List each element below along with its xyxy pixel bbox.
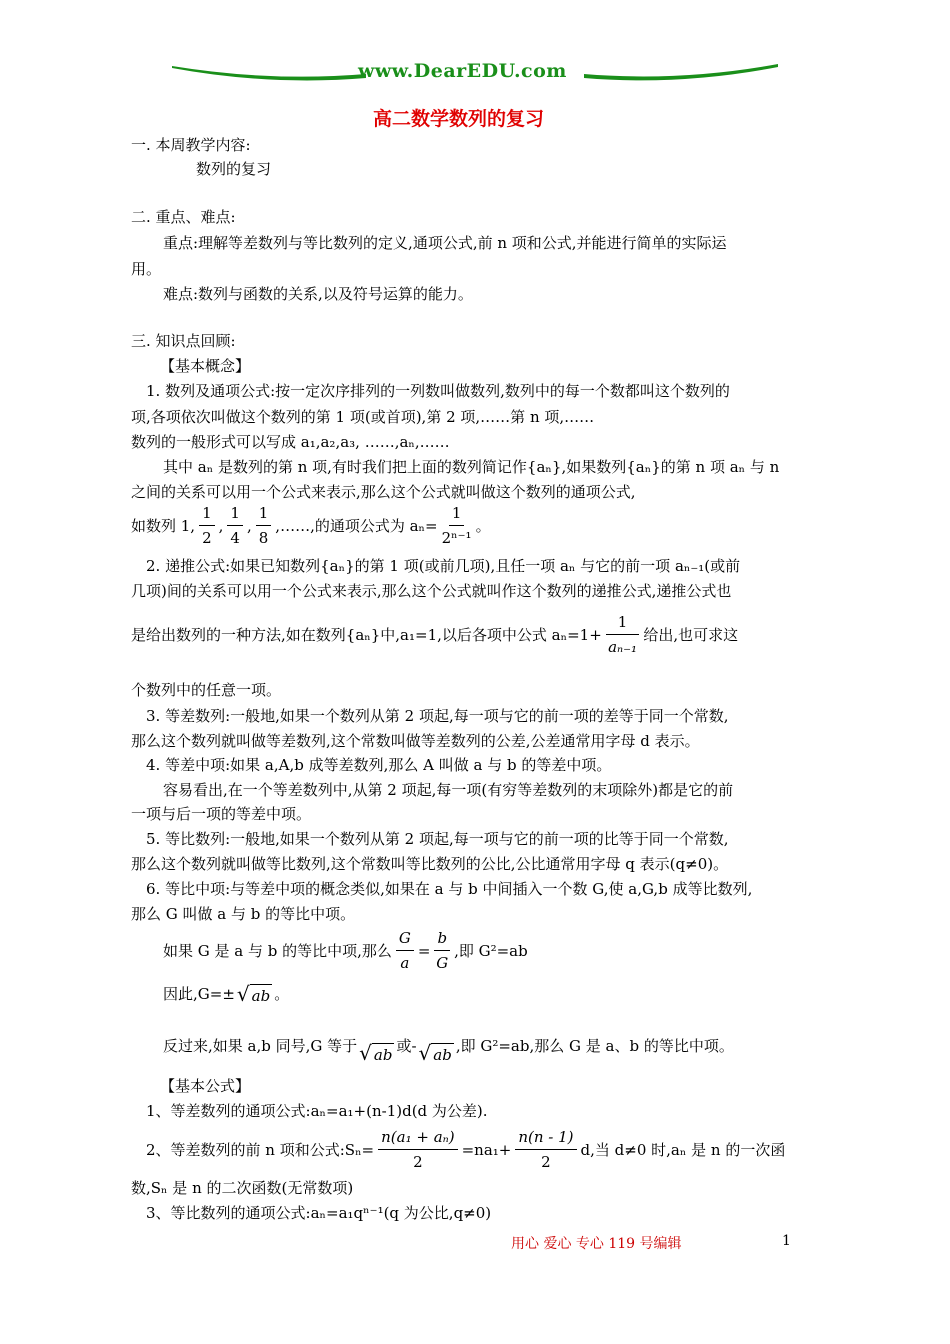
formula-1: 1、等差数列的通项公式:aₙ=a₁+(n-1)d(d 为公差). (146, 1102, 488, 1120)
p3-line-2: 那么这个数列就叫做等差数列,这个常数叫做等差数列的公差,公差通常用字母 d 表示。 (131, 732, 700, 750)
fraction-general-term (442, 503, 472, 548)
p2-line-3-suffix: 给出,也可求这 (643, 625, 739, 644)
basic-concepts-heading: 【基本概念】 (160, 357, 251, 375)
p6-line-2: 那么 G 叫做 a 与 b 的等比中项。 (131, 905, 356, 923)
section-1-heading: 一. 本周教学内容: (131, 136, 251, 154)
formula-2-prefix: 2、等差数列的前 n 项和公式:Sₙ= (146, 1140, 375, 1159)
radicand: ab (250, 984, 273, 1005)
section-2-heading: 二. 重点、难点: (131, 208, 236, 226)
p2-line-2: 几项)间的关系可以用一个公式来表示,那么这个公式就叫作这个数列的递推公式,递推公式也 (131, 582, 732, 600)
fraction-numerator: 1 (199, 503, 215, 526)
p6-line-5-suffix: ,即 G²=ab,那么 G 是 a、b 的等比中项。 (455, 1037, 734, 1055)
p6-line-4-suffix: 。 (274, 985, 290, 1003)
radicand: ab (372, 1043, 395, 1064)
formula-2-mid: =na₁+ (461, 1140, 512, 1159)
p6-line-3 (163, 928, 528, 973)
fraction-denominator: 8 (258, 529, 269, 547)
p1-line-3: 数列的一般形式可以写成 a₁,a₂,a₃, ……,aₙ,…… (131, 433, 450, 451)
fraction-denominator: 2 (413, 1153, 423, 1171)
fraction-numerator: n(n - 1) (515, 1127, 576, 1150)
p6-line-4 (163, 983, 289, 1005)
fraction-denominator: a (400, 954, 410, 972)
p2-line-3 (131, 612, 738, 657)
sqrt-ab (359, 1042, 394, 1064)
example-middle: ,……,的通项公式为 aₙ= (275, 516, 438, 535)
fraction-half (199, 503, 215, 548)
p6-line-5 (163, 1028, 734, 1064)
sqrt-ab-negative (419, 1042, 454, 1064)
fraction-denominator: 2ⁿ⁻¹ (441, 529, 472, 547)
formula-3: 3、等比数列的通项公式:aₙ=a₁qⁿ⁻¹(q 为公比,q≠0) (146, 1204, 492, 1222)
banner-site-name[interactable]: www.DearEDU.com (358, 60, 567, 82)
fraction-quarter (227, 503, 243, 548)
p4-line-3: 一项与后一项的等差中项。 (131, 805, 312, 823)
formula-2-suffix: d,当 d≠0 时,aₙ 是 n 的一次函 (580, 1140, 786, 1159)
fraction-b-over-g (434, 928, 450, 973)
p2-line-4: 个数列中的任意一项。 (131, 681, 282, 699)
p1-line-4: 其中 aₙ 是数列的第 n 项,有时我们把上面的数列简记作{aₙ},如果数列{aₙ}的第 n 项 aₙ 与 n (163, 458, 780, 476)
fraction-sum-1 (378, 1127, 457, 1172)
fraction-numerator: 1 (606, 612, 640, 635)
fraction-eighth (256, 503, 272, 548)
key-points-line-2: 用。 (131, 260, 162, 278)
p6-line-3-prefix: 如果 G 是 a 与 b 的等比中项,那么 (163, 941, 392, 960)
p2-line-3-prefix: 是给出数列的一种方法,如在数列{aₙ}中,a₁=1,以后各项中公式 aₙ=1+ (131, 625, 602, 644)
key-points-line-1: 重点:理解等差数列与等比数列的定义,通项公式,前 n 项和公式,并能进行简单的实际运 (163, 234, 727, 252)
section-3-heading: 三. 知识点回顾: (131, 332, 236, 350)
fraction-numerator: n(a₁ + aₙ) (378, 1127, 457, 1150)
fraction-denominator: 2 (541, 1153, 551, 1171)
fraction-denominator: 4 (230, 529, 240, 547)
section-1-content: 数列的复习 (196, 160, 272, 178)
fraction-numerator: 1 (449, 503, 465, 526)
fraction-numerator: 1 (227, 503, 243, 526)
page-number: 1 (782, 1233, 791, 1249)
p4-line-2: 容易看出,在一个等差数列中,从第 2 项起,每一项(有穷等差数列的末项除外)都是它的前 (163, 781, 734, 799)
sqrt-icon: √ (359, 1041, 372, 1065)
p6-line-5-mid: 或- (396, 1037, 417, 1055)
p6-line-4-prefix: 因此,G=± (163, 985, 235, 1003)
site-banner (170, 56, 780, 90)
p6-line-1: 6. 等比中项:与等差中项的概念类似,如果在 a 与 b 中间插入一个数 G,使 a,G,b 成等比数列, (146, 880, 753, 898)
fraction-recursive (606, 612, 640, 657)
fraction-denominator: aₙ₋₁ (608, 638, 638, 656)
banner-swoosh-right (580, 56, 780, 90)
p1-line-1: 1. 数列及通项公式:按一定次序排列的一列数叫做数列,数列中的每一个数都叫这个数列的 (146, 382, 730, 400)
sqrt-icon: √ (236, 982, 250, 1006)
p1-line-5: 之间的关系可以用一个公式来表示,那么这个公式就叫做这个数列的通项公式, (131, 483, 636, 501)
fraction-sum-2 (515, 1127, 576, 1172)
banner-swoosh-left (170, 56, 370, 90)
formula-2-line-2: 数,Sₙ 是 n 的二次函数(无常数项) (131, 1179, 354, 1197)
basic-formulas-heading: 【基本公式】 (160, 1077, 251, 1095)
p1-line-2: 项,各项依次叫做这个数列的第 1 项(或首项),第 2 项,……第 n 项,…… (131, 408, 595, 426)
comma: , (218, 516, 224, 535)
radicand: ab (431, 1043, 454, 1064)
fraction-numerator: 1 (256, 503, 272, 526)
p6-line-3-suffix: ,即 G²=ab (454, 941, 528, 960)
fraction-denominator: G (436, 954, 449, 972)
equals-sign: = (417, 941, 431, 960)
formula-2 (146, 1127, 785, 1172)
page-title: 高二数学数列的复习 (373, 108, 545, 130)
fraction-denominator: 2 (202, 529, 212, 547)
comma: , (246, 516, 252, 535)
fraction-numerator: G (396, 928, 414, 951)
footer-text: 用心 爱心 专心 119 号编辑 (511, 1236, 682, 1252)
p2-line-1: 2. 递推公式:如果已知数列{aₙ}的第 1 项(或前几项),且任一项 aₙ 与它的前一项 aₙ₋₁(或前 (146, 557, 741, 575)
fraction-numerator: b (434, 928, 450, 951)
example-end: 。 (475, 516, 491, 535)
p3-line-1: 3. 等差数列:一般地,如果一个数列从第 2 项起,每一项与它的前一项的差等于同一个常数, (146, 707, 729, 725)
fraction-g-over-a (396, 928, 414, 973)
example-sequence (131, 503, 491, 548)
sqrt-icon: √ (418, 1041, 432, 1065)
p4-line-1: 4. 等差中项:如果 a,A,b 成等差数列,那么 A 叫做 a 与 b 的等差中项。 (146, 756, 612, 774)
sqrt-ab (237, 983, 272, 1005)
p6-line-5-prefix: 反过来,如果 a,b 同号,G 等于 (163, 1037, 358, 1055)
difficult-points: 难点:数列与函数的关系,以及符号运算的能力。 (163, 285, 473, 303)
p5-line-1: 5. 等比数列:一般地,如果一个数列从第 2 项起,每一项与它的前一项的比等于同一个常数, (146, 830, 729, 848)
p5-line-2: 那么这个数列就叫做等比数列,这个常数叫等比数列的公比,公比通常用字母 q 表示(q≠0)。 (131, 855, 729, 873)
example-prefix: 如数列 1, (131, 516, 196, 535)
